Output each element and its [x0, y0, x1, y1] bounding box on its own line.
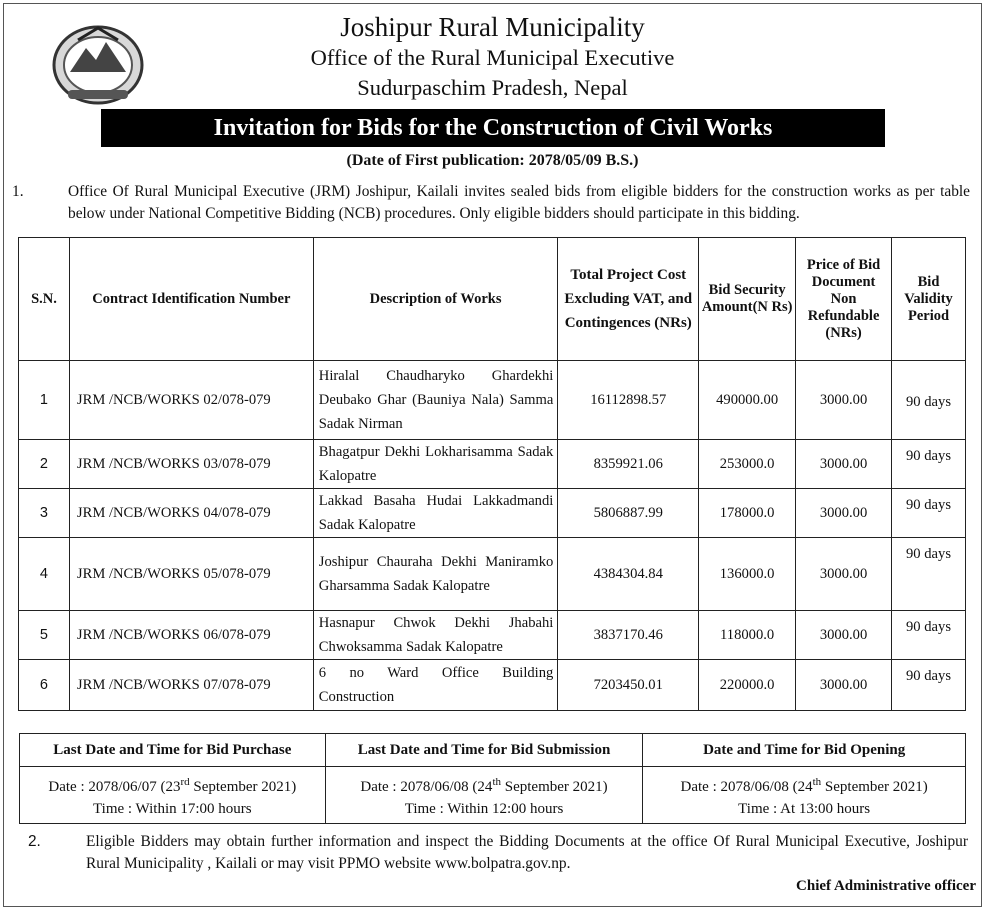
- row-sn: 4: [19, 538, 70, 611]
- row-bid-security: 118000.0: [699, 611, 796, 660]
- signature-title: Chief Administrative officer: [796, 878, 976, 894]
- schedule-header-row: [20, 734, 966, 767]
- purchase-date-ordinal: rd: [180, 775, 190, 788]
- row-bid-security: 220000.0: [699, 660, 796, 711]
- row-contract-id: JRM /NCB/WORKS 02/078-079: [69, 361, 313, 440]
- row-document-price: 3000.00: [796, 440, 892, 489]
- row-description: Hiralal Chaudharyko Ghardekhi Deubako Ghar (Bauniya Nala) Samma Sadak Nirman: [313, 361, 558, 440]
- bids-table: [18, 237, 966, 711]
- row-validity: 90 days: [892, 611, 966, 660]
- publication-date: (Date of First publication: 2078/05/09 B.S.): [346, 152, 639, 169]
- purchase-deadline-cell: [20, 767, 326, 824]
- submission-time: Time : Within 12:00 hours: [404, 800, 564, 817]
- row-document-price: 3000.00: [796, 361, 892, 440]
- office-name: Office of the Rural Municipal Executive: [310, 45, 675, 70]
- row-project-cost: 4384304.84: [558, 538, 699, 611]
- row-sn: 6: [19, 660, 70, 711]
- row-sn: 2: [19, 440, 70, 489]
- table-row: [19, 361, 966, 440]
- submission-deadline-cell: [325, 767, 643, 824]
- row-bid-security: 136000.0: [699, 538, 796, 611]
- col-header-description: Description of Works: [313, 238, 558, 361]
- row-project-cost: 8359921.06: [558, 440, 699, 489]
- table-row: [19, 489, 966, 538]
- row-validity: 90 days: [892, 538, 966, 611]
- row-validity: 90 days: [892, 440, 966, 489]
- table-row: [19, 538, 966, 611]
- opening-date-main: Date : 2078/06/08 (24: [680, 778, 813, 795]
- paragraph-number: 1.: [12, 183, 24, 200]
- row-description: Lakkad Basaha Hudai Lakkadmandi Sadak Kalopatre: [313, 489, 558, 538]
- col-header-project-cost: Total Project Cost Excluding VAT, and Contingences (NRs): [558, 238, 699, 361]
- row-sn: 5: [19, 611, 70, 660]
- municipality-name: Joshipur Rural Municipality: [340, 12, 645, 42]
- submission-date-rest: September 2021): [501, 778, 608, 795]
- col-header-validity: Bid Validity Period: [892, 238, 966, 361]
- row-bid-security: 490000.00: [699, 361, 796, 440]
- row-sn: 3: [19, 489, 70, 538]
- table-row: [19, 440, 966, 489]
- note-paragraph: [28, 831, 968, 875]
- row-description: Joshipur Chauraha Dekhi Maniramko Gharsamma Sadak Kalopatre: [313, 538, 558, 611]
- purchase-time: Time : Within 17:00 hours: [93, 800, 252, 817]
- bid-schedule-table: [19, 733, 966, 824]
- col-header-bid-security: Bid Security Amount(N Rs): [699, 238, 796, 361]
- col-header-sn: S.N.: [19, 238, 70, 361]
- schedule-values-row: [20, 767, 966, 824]
- purchase-date-rest: September 2021): [189, 778, 297, 795]
- row-description: Bhagatpur Dekhi Lokharisamma Sadak Kalopatre: [313, 440, 558, 489]
- office-location: Sudurpaschim Pradesh, Nepal: [357, 75, 628, 100]
- table-row: [19, 611, 966, 660]
- opening-time: Time : At 13:00 hours: [738, 800, 871, 817]
- row-bid-security: 253000.0: [699, 440, 796, 489]
- row-sn: 1: [19, 361, 70, 440]
- opening-date: [644, 771, 964, 798]
- row-validity: 90 days: [892, 361, 966, 440]
- row-document-price: 3000.00: [796, 489, 892, 538]
- row-validity: 90 days: [892, 660, 966, 711]
- row-contract-id: JRM /NCB/WORKS 03/078-079: [69, 440, 313, 489]
- purchase-date-main: Date : 2078/06/07 (23: [48, 778, 181, 795]
- opening-date-ordinal: th: [812, 775, 822, 788]
- row-description: Hasnapur Chwok Dekhi Jhabahi Chwoksamma Sadak Kalopatre: [313, 611, 558, 660]
- opening-date-heading: Date and Time for Bid Opening: [643, 734, 966, 767]
- submission-deadline-heading: Last Date and Time for Bid Submission: [325, 734, 643, 767]
- row-validity: 90 days: [892, 489, 966, 538]
- intro-paragraph: [12, 181, 970, 225]
- purchase-deadline-heading: Last Date and Time for Bid Purchase: [20, 734, 326, 767]
- row-contract-id: JRM /NCB/WORKS 04/078-079: [69, 489, 313, 538]
- row-contract-id: JRM /NCB/WORKS 07/078-079: [69, 660, 313, 711]
- row-contract-id: JRM /NCB/WORKS 05/078-079: [69, 538, 313, 611]
- opening-date-rest: September 2021): [821, 778, 928, 795]
- notice-title: Invitation for Bids for the Construction of Civil Works: [101, 109, 885, 147]
- table-header-row: [19, 238, 966, 361]
- paragraph-number: 2.: [28, 833, 41, 850]
- row-document-price: 3000.00: [796, 660, 892, 711]
- table-row: [19, 660, 966, 711]
- row-project-cost: 7203450.01: [558, 660, 699, 711]
- row-project-cost: 5806887.99: [558, 489, 699, 538]
- row-document-price: 3000.00: [796, 538, 892, 611]
- col-header-document-price: Price of Bid Document Non Refundable (NRs): [796, 238, 892, 361]
- row-document-price: 3000.00: [796, 611, 892, 660]
- intro-text: Office Of Rural Municipal Executive (JRM) Joshipur, Kailali invites sealed bids from eligible bidders for the construction works as per table below under National Competitive Bidding (NCB) procedures. Only eligible bidders should participate in this bidding.: [68, 183, 970, 222]
- row-project-cost: 16112898.57: [558, 361, 699, 440]
- row-bid-security: 178000.0: [699, 489, 796, 538]
- note-text: Eligible Bidders may obtain further information and inspect the Bidding Documents at the office Of Rural Municipal Executive, Joshipur Rural Municipality , Kailali or may visit PPMO website www.bolpatra.gov.np.: [86, 833, 968, 872]
- opening-date-cell: [643, 767, 966, 824]
- submission-date: [327, 771, 642, 798]
- col-header-contract-id: Contract Identification Number: [69, 238, 313, 361]
- row-contract-id: JRM /NCB/WORKS 06/078-079: [69, 611, 313, 660]
- row-project-cost: 3837170.46: [558, 611, 699, 660]
- submission-date-main: Date : 2078/06/08 (24: [360, 778, 493, 795]
- row-description: 6 no Ward Office Building Construction: [313, 660, 558, 711]
- submission-date-ordinal: th: [492, 775, 501, 788]
- purchase-date: [21, 771, 324, 798]
